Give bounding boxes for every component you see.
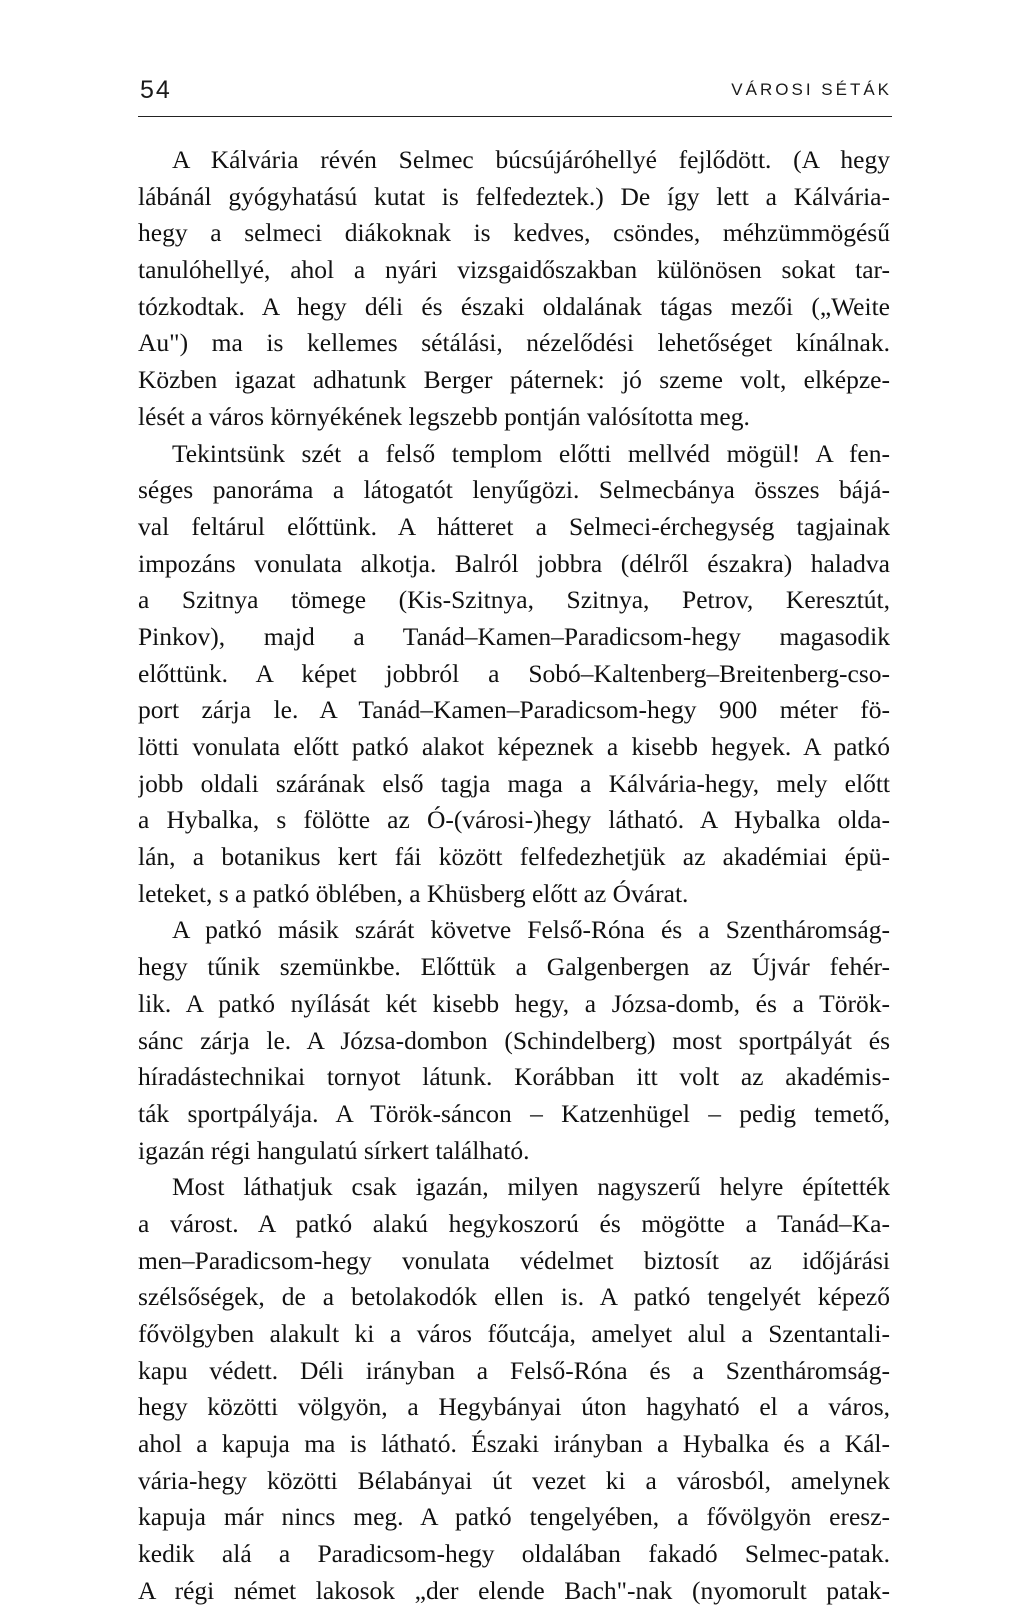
text-line: lötti vonulata előtt patkó alakot képeznek a kisebb hegyek. A patkó [138, 732, 890, 761]
running-head: VÁROSI SÉTÁK [731, 80, 892, 99]
text-line: hegy a selmeci diákoknak is kedves, csöndes, méhzümmögésű [138, 218, 890, 248]
text-line: A patkó másik szárát követve Felső-Róna és a Szentháromság- [172, 915, 890, 945]
text-line: Közben igazat adhatunk Berger páternek: jó szeme volt, elképze- [138, 365, 890, 395]
text-line: tózkodtak. A hegy déli és északi oldalának tágas mezői („Weite [138, 291, 890, 321]
text-line: lését a város környékének legszebb pontján valósította meg. [138, 401, 750, 431]
text-line: impozáns vonulata alkotja. Balról jobbra (délről északra) haladva [138, 548, 890, 578]
text-line: jobb oldali szárának első tagja maga a Kálvária-hegy, mely előtt [138, 768, 890, 798]
text-line: igazán régi hangulatú sírkert található. [138, 1135, 530, 1165]
text-line: lábánál gyógyhatású kutat is felfedeztek.) De így lett a Kálvária- [138, 181, 890, 211]
text-line: hegy közötti völgyön, a Hegybányai úton hagyható el a város, [138, 1392, 890, 1422]
text-line: a Szitnya tömege (Kis-Szitnya, Szitnya, Petrov, Keresztút, [138, 585, 890, 615]
text-line: kapuja már nincs meg. A patkó tengelyében, a fővölgyön eresz- [138, 1502, 890, 1532]
text-line: Au") ma is kellemes sétálási, nézelődési lehetőséget kínálnak. [138, 328, 890, 358]
text-line: Pinkov), majd a Tanád–Kamen–Paradicsom-hegy magasodik [138, 621, 890, 651]
text-line: híradástechnikai tornyot látunk. Korábban itt volt az akadémis- [138, 1062, 890, 1092]
text-line: val feltárul előttünk. A hátteret a Selmeci-érchegység tagjainak [138, 511, 890, 541]
text-line: vária-hegy közötti Bélabányai út vezet ki a városból, amelynek [138, 1465, 890, 1495]
text-line: Most láthatjuk csak igazán, milyen nagyszerű helyre építették [172, 1172, 890, 1202]
text-line: tanulóhellyé, ahol a nyári vizsgaidőszakban különösen sokat tar- [138, 255, 890, 285]
text-line: A Kálvária révén Selmec búcsújáróhellyé fejlődött. (A hegy [172, 145, 890, 174]
text-line: A régi német lakosok „der elende Bach"-nak (nyomorult patak- [138, 1575, 890, 1605]
text-line: előttünk. A képet jobbról a Sobó–Kaltenberg–Breitenberg-cso- [138, 658, 890, 688]
text-line: ahol a kapuja ma is látható. Északi irányban a Hybalka és a Kál- [138, 1429, 890, 1459]
text-line: lán, a botanikus kert fái között felfedezhetjük az akadémiai épü- [138, 842, 890, 872]
page-number: 54 [140, 76, 172, 104]
text-line: port zárja le. A Tanád–Kamen–Paradicsom-hegy 900 méter fö- [138, 695, 890, 725]
text-line: séges panoráma a látogatót lenyűgözi. Selmecbánya összes bájá- [138, 475, 890, 505]
text-line: kedik alá a Paradicsom-hegy oldalában fakadó Selmec-patak. [138, 1539, 890, 1569]
text-line: lik. A patkó nyílását két kisebb hegy, a Józsa-domb, és a Török- [138, 988, 890, 1018]
text-line: leteket, s a patkó öblében, a Khüsberg előtt az Óvárat. [138, 878, 689, 908]
text-line: hegy tűnik szemünkbe. Előttük a Galgenbergen az Újvár fehér- [138, 952, 890, 982]
header-rule [138, 116, 892, 117]
text-line: a várost. A patkó alakú hegykoszorú és mögötte a Tanád–Ka- [138, 1208, 890, 1238]
text-line: fővölgyben alakult ki a város főutcája, amelyet alul a Szentantali- [138, 1319, 890, 1348]
text-line: men–Paradicsom-hegy vonulata védelmet biztosít az időjárási [138, 1245, 890, 1275]
text-line: ták sportpályája. A Török-sáncon – Katzenhügel – pedig temető, [138, 1098, 890, 1128]
text-line: sánc zárja le. A Józsa-dombon (Schindelberg) most sportpályát és [138, 1025, 890, 1055]
page-header [138, 76, 892, 116]
body-text [138, 142, 890, 1610]
text-line: kapu védett. Déli irányban a Felső-Róna és a Szentháromság- [138, 1355, 890, 1385]
text-line: a Hybalka, s fölötte az Ó-(városi-)hegy látható. A Hybalka olda- [138, 805, 890, 835]
text-line: szélsőségek, de a betolakodók ellen is. A patkó tengelyét képező [138, 1282, 890, 1312]
text-line: Tekintsünk szét a felső templom előtti mellvéd mögül! A fen- [172, 438, 890, 468]
